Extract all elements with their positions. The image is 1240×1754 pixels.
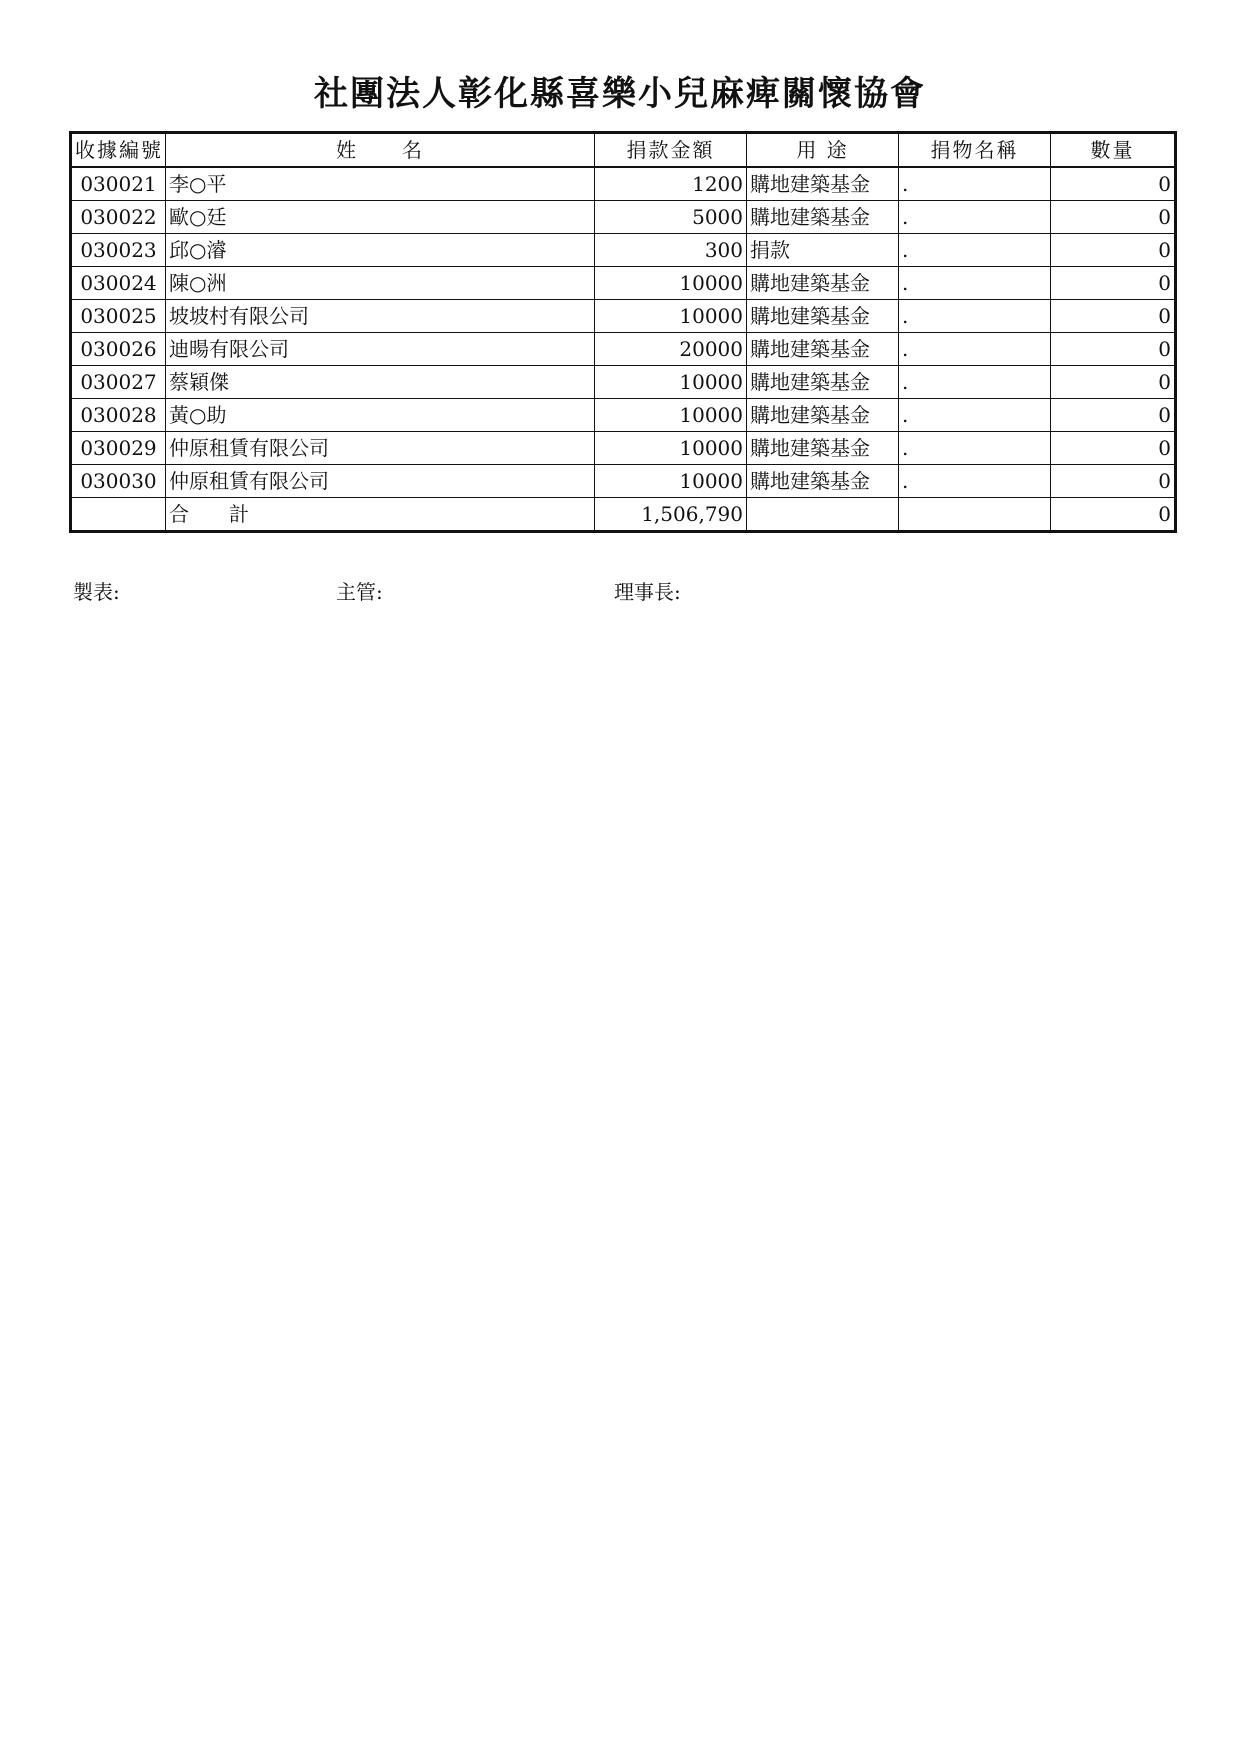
header-purpose: 用 途 <box>747 133 899 168</box>
quantity-cell: 0 <box>1051 300 1176 333</box>
purpose-cell: 購地建築基金 <box>747 333 899 366</box>
purpose-cell: 捐款 <box>747 234 899 267</box>
item-name-cell: . <box>899 167 1051 201</box>
quantity-cell: 0 <box>1051 399 1176 432</box>
receipt-no-cell: 030025 <box>71 300 166 333</box>
purpose-cell: 購地建築基金 <box>747 300 899 333</box>
amount-cell: 10000 <box>595 267 747 300</box>
donor-name-cell: 仲原租賃有限公司 <box>166 465 595 498</box>
amount-cell: 1200 <box>595 167 747 201</box>
total-quantity-cell: 0 <box>1051 498 1176 532</box>
total-receipt-cell <box>71 498 166 532</box>
quantity-cell: 0 <box>1051 201 1176 234</box>
item-name-cell: . <box>899 267 1051 300</box>
receipt-no-cell: 030023 <box>71 234 166 267</box>
total-amount-cell: 1,506,790 <box>595 498 747 532</box>
purpose-cell: 購地建築基金 <box>747 399 899 432</box>
quantity-cell: 0 <box>1051 167 1176 201</box>
amount-cell: 10000 <box>595 399 747 432</box>
table-row <box>71 234 1176 267</box>
quantity-cell: 0 <box>1051 333 1176 366</box>
item-name-cell: . <box>899 399 1051 432</box>
amount-cell: 10000 <box>595 366 747 399</box>
item-name-cell: . <box>899 333 1051 366</box>
total-row <box>71 498 1176 532</box>
signature-line <box>73 576 1173 606</box>
chairman-label: 理事長: <box>614 580 681 604</box>
amount-cell: 300 <box>595 234 747 267</box>
header-name: 姓 名 <box>166 133 595 168</box>
purpose-cell: 購地建築基金 <box>747 366 899 399</box>
total-label: 合 計 <box>166 498 595 532</box>
table-row <box>71 366 1176 399</box>
supervisor-label: 主管: <box>336 580 383 604</box>
quantity-cell: 0 <box>1051 465 1176 498</box>
amount-cell: 10000 <box>595 300 747 333</box>
table-row <box>71 399 1176 432</box>
item-name-cell: . <box>899 234 1051 267</box>
receipt-no-cell: 030030 <box>71 465 166 498</box>
header-receipt-no: 收據編號 <box>71 133 166 168</box>
donor-name-cell: 黃○助 <box>166 399 595 432</box>
purpose-cell: 購地建築基金 <box>747 167 899 201</box>
amount-cell: 10000 <box>595 432 747 465</box>
table-row <box>71 465 1176 498</box>
table-row <box>71 167 1176 201</box>
donor-name-cell: 仲原租賃有限公司 <box>166 432 595 465</box>
donor-name-cell: 蔡穎傑 <box>166 366 595 399</box>
item-name-cell: . <box>899 432 1051 465</box>
item-name-cell: . <box>899 465 1051 498</box>
quantity-cell: 0 <box>1051 267 1176 300</box>
total-item-cell <box>899 498 1051 532</box>
receipt-no-cell: 030026 <box>71 333 166 366</box>
purpose-cell: 購地建築基金 <box>747 432 899 465</box>
receipt-no-cell: 030022 <box>71 201 166 234</box>
header-amount: 捐款金額 <box>595 133 747 168</box>
receipt-no-cell: 030027 <box>71 366 166 399</box>
donor-name-cell: 迪暘有限公司 <box>166 333 595 366</box>
receipt-no-cell: 030029 <box>71 432 166 465</box>
amount-cell: 20000 <box>595 333 747 366</box>
item-name-cell: . <box>899 300 1051 333</box>
table-row <box>71 201 1176 234</box>
item-name-cell: . <box>899 201 1051 234</box>
header-quantity: 數量 <box>1051 133 1176 168</box>
receipt-no-cell: 030028 <box>71 399 166 432</box>
purpose-cell: 購地建築基金 <box>747 267 899 300</box>
amount-cell: 5000 <box>595 201 747 234</box>
document-title: 社團法人彰化縣喜樂小兒麻痺關懷協會 <box>314 74 926 114</box>
table-row <box>71 432 1176 465</box>
donor-name-cell: 歐○廷 <box>166 201 595 234</box>
receipt-no-cell: 030024 <box>71 267 166 300</box>
donation-table <box>69 131 1177 533</box>
purpose-cell: 購地建築基金 <box>747 465 899 498</box>
header-item-name: 捐物名稱 <box>899 133 1051 168</box>
total-purpose-cell <box>747 498 899 532</box>
amount-cell: 10000 <box>595 465 747 498</box>
table-header-row <box>71 133 1176 168</box>
quantity-cell: 0 <box>1051 234 1176 267</box>
quantity-cell: 0 <box>1051 366 1176 399</box>
prepared-by-label: 製表: <box>73 580 120 604</box>
receipt-no-cell: 030021 <box>71 167 166 201</box>
donor-name-cell: 邱○濬 <box>166 234 595 267</box>
item-name-cell: . <box>899 366 1051 399</box>
table-row <box>71 300 1176 333</box>
donor-name-cell: 陳○洲 <box>166 267 595 300</box>
quantity-cell: 0 <box>1051 432 1176 465</box>
table-row <box>71 267 1176 300</box>
donor-name-cell: 坡坡村有限公司 <box>166 300 595 333</box>
purpose-cell: 購地建築基金 <box>747 201 899 234</box>
donor-name-cell: 李○平 <box>166 167 595 201</box>
table-row <box>71 333 1176 366</box>
